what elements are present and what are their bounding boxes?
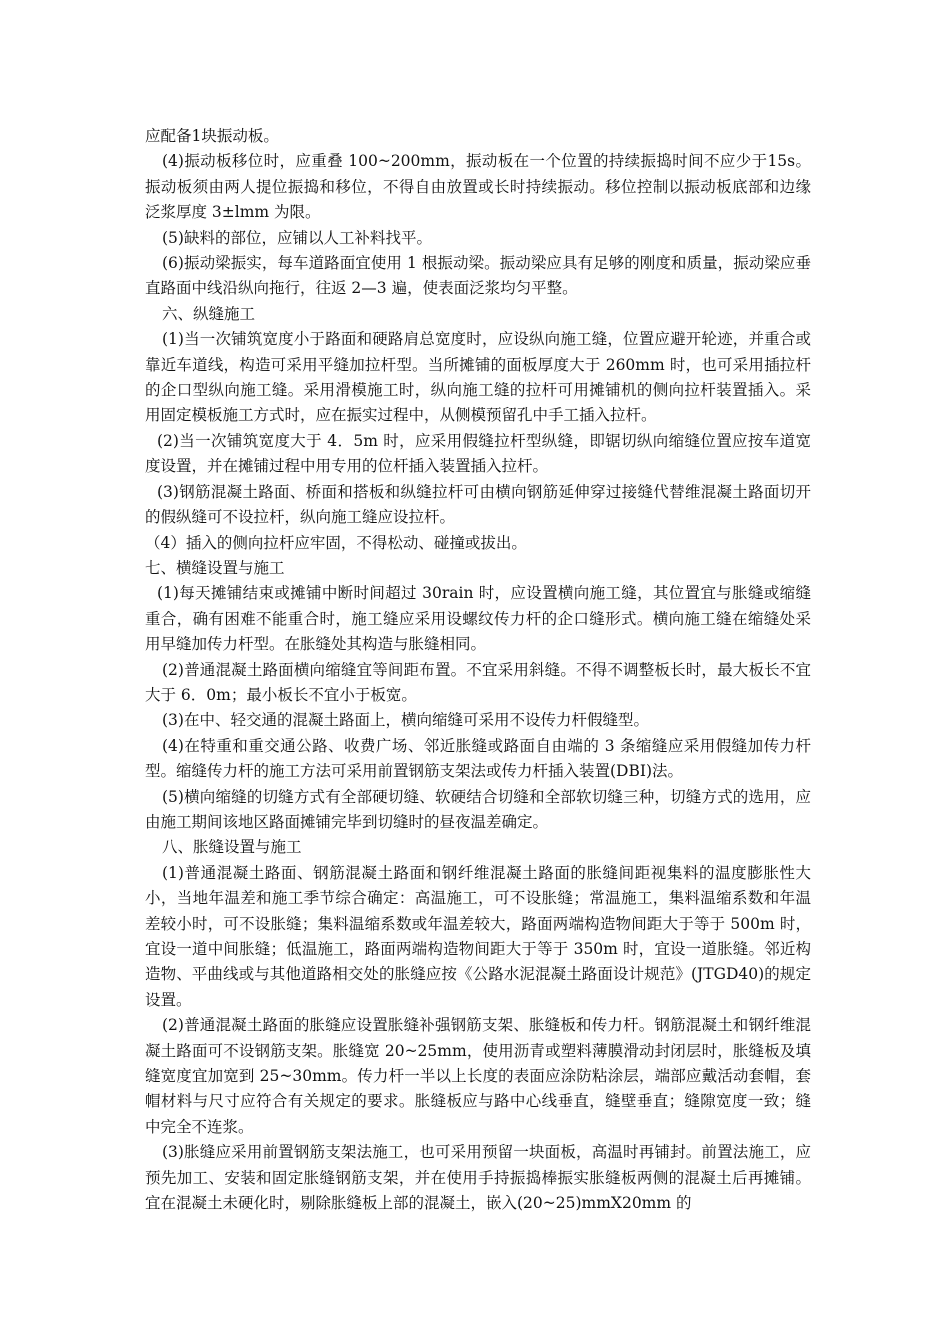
- paragraph-item-5: (5)缺料的部位，应铺以人工补料找平。: [162, 228, 432, 247]
- paragraph-item-4: (4)振动板移位时，应重叠 100~200mm，振动板在一个位置的持续振捣时间不应少于15s。振动板须由两人提位振捣和移位，不得自由放置或长时持续振动。移位控制以振动板底部和边缘泛浆厚度 3±lmm 为限。: [145, 152, 811, 222]
- section-heading-6: 六、纵缝施工: [162, 304, 256, 323]
- paragraph-item-6: (6)振动梁振实，每车道路面宜使用 1 根振动梁。振动梁应具有足够的刚度和质量，振动梁应垂直路面中线沿纵向拖行，往返 2—3 遍，使表面泛浆均匀平整。: [145, 254, 811, 298]
- paragraph-longitudinal-4: （4）插入的侧向拉杆应牢固，不得松动、碰撞或拔出。: [145, 533, 527, 552]
- section-heading-7: 七、横缝设置与施工: [145, 558, 285, 577]
- paragraph-expansion-2: (2)普通混凝土路面的胀缝应设置胀缝补强钢筋支架、胀缝板和传力杆。钢筋混凝土和钢纤维混凝土路面可不设钢筋支架。胀缝宽 20~25mm，使用沥青或塑料薄膜滑动封闭层时，胀缝板及填缝宽度宜加宽到 25~30mm。传力杆一半以上长度的表面应涂防粘涂层，端部应戴活动套帽，套帽材料与尺寸应符合有关规定的要求。胀缝板应与路中心线垂直，缝壁垂直；缝隙宽度一致；缝中完全不连浆。: [145, 1016, 811, 1136]
- paragraph-longitudinal-2: (2)当一次铺筑宽度大于 4．5m 时，应采用假缝拉杆型纵缝，即锯切纵向缩缝位置应按车道宽度设置，并在摊铺过程中用专用的位杆插入装置插入拉杆。: [145, 431, 811, 476]
- paragraph-transverse-3: (3)在中、轻交通的混凝土路面上，横向缩缝可采用不设传力杆假缝型。: [162, 711, 649, 730]
- paragraph-transverse-1: (1)每天摊铺结束或摊铺中断时间超过 30rain 时，应设置横向施工缝，其位置宜与胀缝或缩缝重合，确有困难不能重合时，施工缝应采用设螺纹传力杆的企口缝形式。横向施工缝在缩缝处采用早缝加传力杆型。在胀缝处其构造与胀缝相同。: [145, 584, 811, 654]
- paragraph-expansion-1: (1)普通混凝土路面、钢筋混凝土路面和钢纤维混凝土路面的胀缝间距视集料的温度膨胀性大小，当地年温差和施工季节综合确定：高温施工，可不设胀缝；常温施工，集料温缩系数和年温差较小时，可不设胀缝；集料温缩系数或年温差较大，路面两端构造物间距大于等于 500m 时，宜设一道中间胀缝；低温施工，路面两端构造物间距大于等于 350m 时，宜设一道胀缝。邻近构造物、平曲线或与其他道路相交处的胀缝应按《公路水泥混凝土路面设计规范》(JTGD40)的规定设置。: [145, 863, 811, 1009]
- paragraph-transverse-2: (2)普通混凝土路面横向缩缝宜等间距布置。不宜采用斜缝。不得不调整板长时，最大板长不宜大于 6．0m；最小板长不宜小于板宽。: [145, 660, 811, 704]
- paragraph-transverse-4: (4)在特重和重交通公路、收费广场、邻近胀缝或路面自由端的 3 条缩缝应采用假缝加传力杆型。缩缝传力杆的施工方法可采用前置钢筋支架法或传力杆插入装置(DBI)法。: [145, 736, 811, 781]
- paragraph-transverse-5: (5)横向缩缝的切缝方式有全部硬切缝、软硬结合切缝和全部软切缝三种，切缝方式的选用，应由施工期间该地区路面摊铺完毕到切缝时的昼夜温差确定。: [145, 787, 811, 831]
- document-body: [145, 124, 811, 1216]
- paragraph-continuation: 应配备1块振动板。: [145, 127, 279, 145]
- paragraph-longitudinal-1: (1)当一次铺筑宽度小于路面和硬路肩总宽度时，应设纵向施工缝，位置应避开轮迹，并重合或靠近车道线，构造可采用平缝加拉杆型。当所摊铺的面板厚度大于 260mm 时，也可采用插拉杆的企口型纵向施工缝。采用滑模施工时，纵向施工缝的拉杆可用摊铺机的侧向拉杆装置插入。采用固定模板施工方式时，应在振实过程中，从侧模预留孔中手工插入拉杆。: [145, 330, 811, 425]
- section-heading-8: 八、胀缝设置与施工: [162, 838, 302, 857]
- paragraph-longitudinal-3: (3)钢筋混凝土路面、桥面和搭板和纵缝拉杆可由横向钢筋延伸穿过接缝代替维混凝土路面切开的假纵缝可不设拉杆，纵向施工缝应设拉杆。: [145, 482, 811, 527]
- paragraph-expansion-3: (3)胀缝应采用前置钢筋支架法施工，也可采用预留一块面板，高温时再铺封。前置法施工，应预先加工、安装和固定胀缝钢筋支架，并在使用手持振捣棒振实胀缝板两侧的混凝土后再摊铺。宜在混凝土未硬化时，剔除胀缝板上部的混凝土，嵌入(20~25)mmX20mm 的: [145, 1143, 811, 1213]
